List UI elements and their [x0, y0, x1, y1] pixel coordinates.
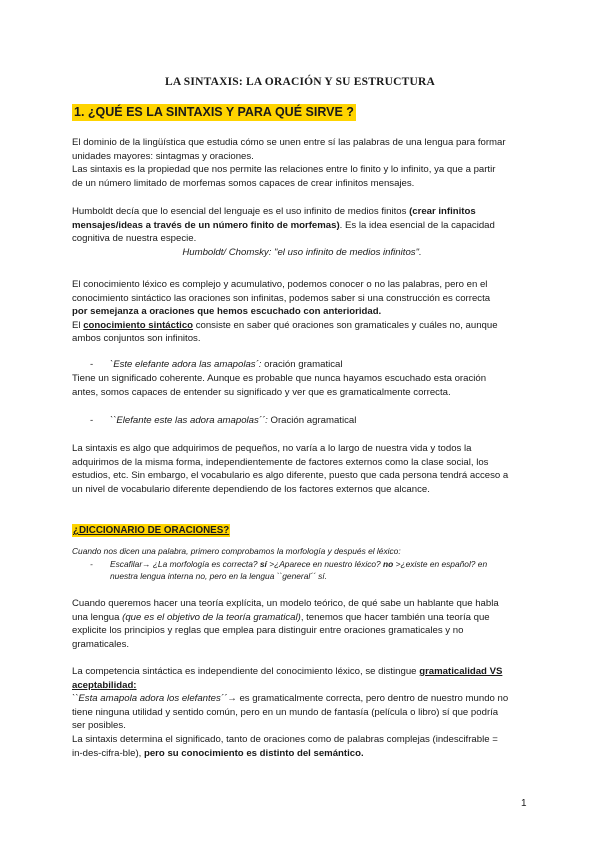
text-line: Cuando queremos hacer una teoría explícita, un modelo teórico, de qué sabe un hablante que habla: [72, 598, 499, 609]
paragraph-acquisition: [72, 442, 532, 496]
text-line: Las sintaxis es la propiedad que nos permite las relaciones entre lo finito y lo infinito, ya que a partir: [72, 164, 496, 176]
paragraph-humboldt: [72, 205, 532, 259]
bullet-grammatical: [90, 358, 343, 372]
text-line: [72, 219, 532, 233]
text-span: una lengua: [72, 611, 123, 623]
text-span: Escafilar→ ¿La morfología es correcta?: [110, 559, 260, 569]
text-span: , tenemos que hacer también una teoría que: [300, 611, 490, 623]
small-note-line: nuestra lengua interna no, pero en la lengua ``general´´ sí.: [110, 571, 327, 581]
small-bullet: [90, 558, 487, 570]
text-line: La sintaxis determina el significado, tanto de oraciones como de palabras complejas (indescifrable =: [72, 733, 498, 745]
text-line: El conocimiento léxico es complejo y acumulativo, podemos conocer o no las palabras, pero en el: [72, 279, 488, 290]
text-line: explicite los principios y reglas que emplea para distinguir entre oraciones gramaticales y no: [72, 625, 464, 637]
text-line: estudios, etc. Sin embargo, el vocabulario es algo diferente, puesto que cada persona tendrá acceso a: [72, 470, 509, 482]
text-span: → es gramaticalmente correcta, pero dentro de nuestro mundo no: [227, 693, 509, 705]
text-span: >¿Aparece en nuestro léxico?: [266, 559, 384, 569]
paragraph-definition: [72, 136, 532, 190]
paragraph-coherent: [72, 372, 532, 399]
text-span: Oración agramatical: [267, 415, 357, 426]
text-span: Humboldt decía que lo esencial del lenguaje es el uso infinito de medios finitos: [72, 206, 410, 217]
bold-underlined-text: aceptabilidad:: [72, 679, 137, 691]
text-span: consiste en saber qué oraciones son gramaticales y cuáles no, aunque: [193, 319, 498, 331]
section-heading-2: ¿DICCIONARIO DE ORACIONES?: [73, 525, 230, 536]
bold-text: pero su conocimiento es distinto del semántico.: [143, 747, 364, 759]
text-line: [72, 319, 532, 333]
bold-text: sí: [259, 559, 267, 569]
text-line: Tiene un significado coherente. Aunque es probable que nunca hayamos escuchado esta oración: [72, 373, 487, 384]
small-note-line: Cuando nos dicen una palabra, primero comprobamos la morfología y después el léxico:: [72, 546, 401, 556]
bullet-agrammatical: [90, 414, 356, 428]
text-line: unidades mayores: sintagmas y oraciones.: [72, 150, 254, 162]
text-line: de un número limitado de morfemas somos capaces de crear infinitos mensajes.: [72, 177, 415, 189]
italic-text: (que es el objetivo de la teoría gramatical): [122, 611, 301, 623]
text-line: tiene ninguna utilidad y sentido común, pero en un mundo de fantasía (película o libro) sí que podría: [72, 706, 499, 718]
dash-bullet: -: [90, 415, 94, 426]
text-line: [72, 747, 532, 761]
quote-line: Humboldt/ Chomsky: "el uso infinito de medios infinitos".: [182, 246, 422, 258]
bold-text: por semejanza a oraciones que hemos escuchado con anterioridad.: [72, 306, 382, 318]
text-span: El: [72, 319, 84, 331]
bold-text: mensajes/ideas a través de un número finito de morfemas): [72, 219, 340, 231]
text-span: >¿existe en español? en: [393, 559, 488, 569]
text-line: [72, 692, 532, 706]
text-line: adquirimos de la misma forma, independientemente de factores externos como la clase social, los: [72, 456, 489, 468]
dash-bullet: -: [90, 359, 94, 370]
italic-example: `Este elefante adora las amapolas´:: [110, 359, 262, 370]
text-line: [72, 665, 532, 679]
bold-text: (crear infinitos: [409, 206, 476, 217]
bold-underlined-text: conocimiento sintáctico: [83, 319, 194, 331]
text-span: oración gramatical: [261, 359, 343, 370]
text-line: La sintaxis es algo que adquirimos de pequeños, no varía a lo largo de nuestra vida y todos la: [72, 443, 472, 454]
text-span: in-des-cifra-ble),: [72, 747, 144, 759]
italic-example: ``Esta amapola adora los elefantes´´: [72, 693, 228, 705]
bold-underlined-text: gramaticalidad VS: [419, 666, 503, 677]
paragraph-lexical-knowledge: [72, 278, 532, 346]
section-heading-1: 1. ¿QUÉ ES LA SINTAXIS Y PARA QUÉ SIRVE ?: [74, 105, 354, 119]
text-line: El dominio de la lingüística que estudia cómo se unen entre sí las palabras de una lengua para formar: [72, 137, 506, 148]
dash-bullet: -: [90, 559, 93, 569]
text-line: ambos conjuntos son infinitos.: [72, 333, 201, 345]
text-line: cognitiva de nuestra especie.: [72, 233, 197, 245]
text-span: La competencia sintáctica es independiente del conocimiento léxico, se distingue: [72, 666, 420, 677]
text-line: [72, 305, 532, 319]
text-line: un nivel de vocabulario diferente dependiendo de los factores externos que alcance.: [72, 483, 430, 495]
text-span: . Es la idea esencial de la capacidad: [339, 219, 495, 231]
text-line: gramaticales.: [72, 638, 130, 650]
bold-text: no: [383, 559, 394, 569]
paragraph-competence: [72, 665, 532, 760]
text-line: [72, 205, 532, 219]
text-line: conocimiento sintáctico las oraciones son infinitas, podemos saber si una construcción es correcta: [72, 292, 491, 304]
document-title: LA SINTAXIS: LA ORACIÓN Y SU ESTRUCTURA: [164, 76, 435, 88]
page-number: 1: [521, 798, 527, 809]
text-line: [72, 611, 532, 625]
text-line: [72, 679, 532, 693]
text-line: ser posibles.: [72, 720, 126, 732]
italic-example: ``Elefante este las adora amapolas´´:: [110, 415, 268, 426]
text-line: antes, somos capaces de entender su significado y ver que es gramaticalmente correcta.: [72, 386, 451, 398]
paragraph-theory: [72, 597, 532, 651]
